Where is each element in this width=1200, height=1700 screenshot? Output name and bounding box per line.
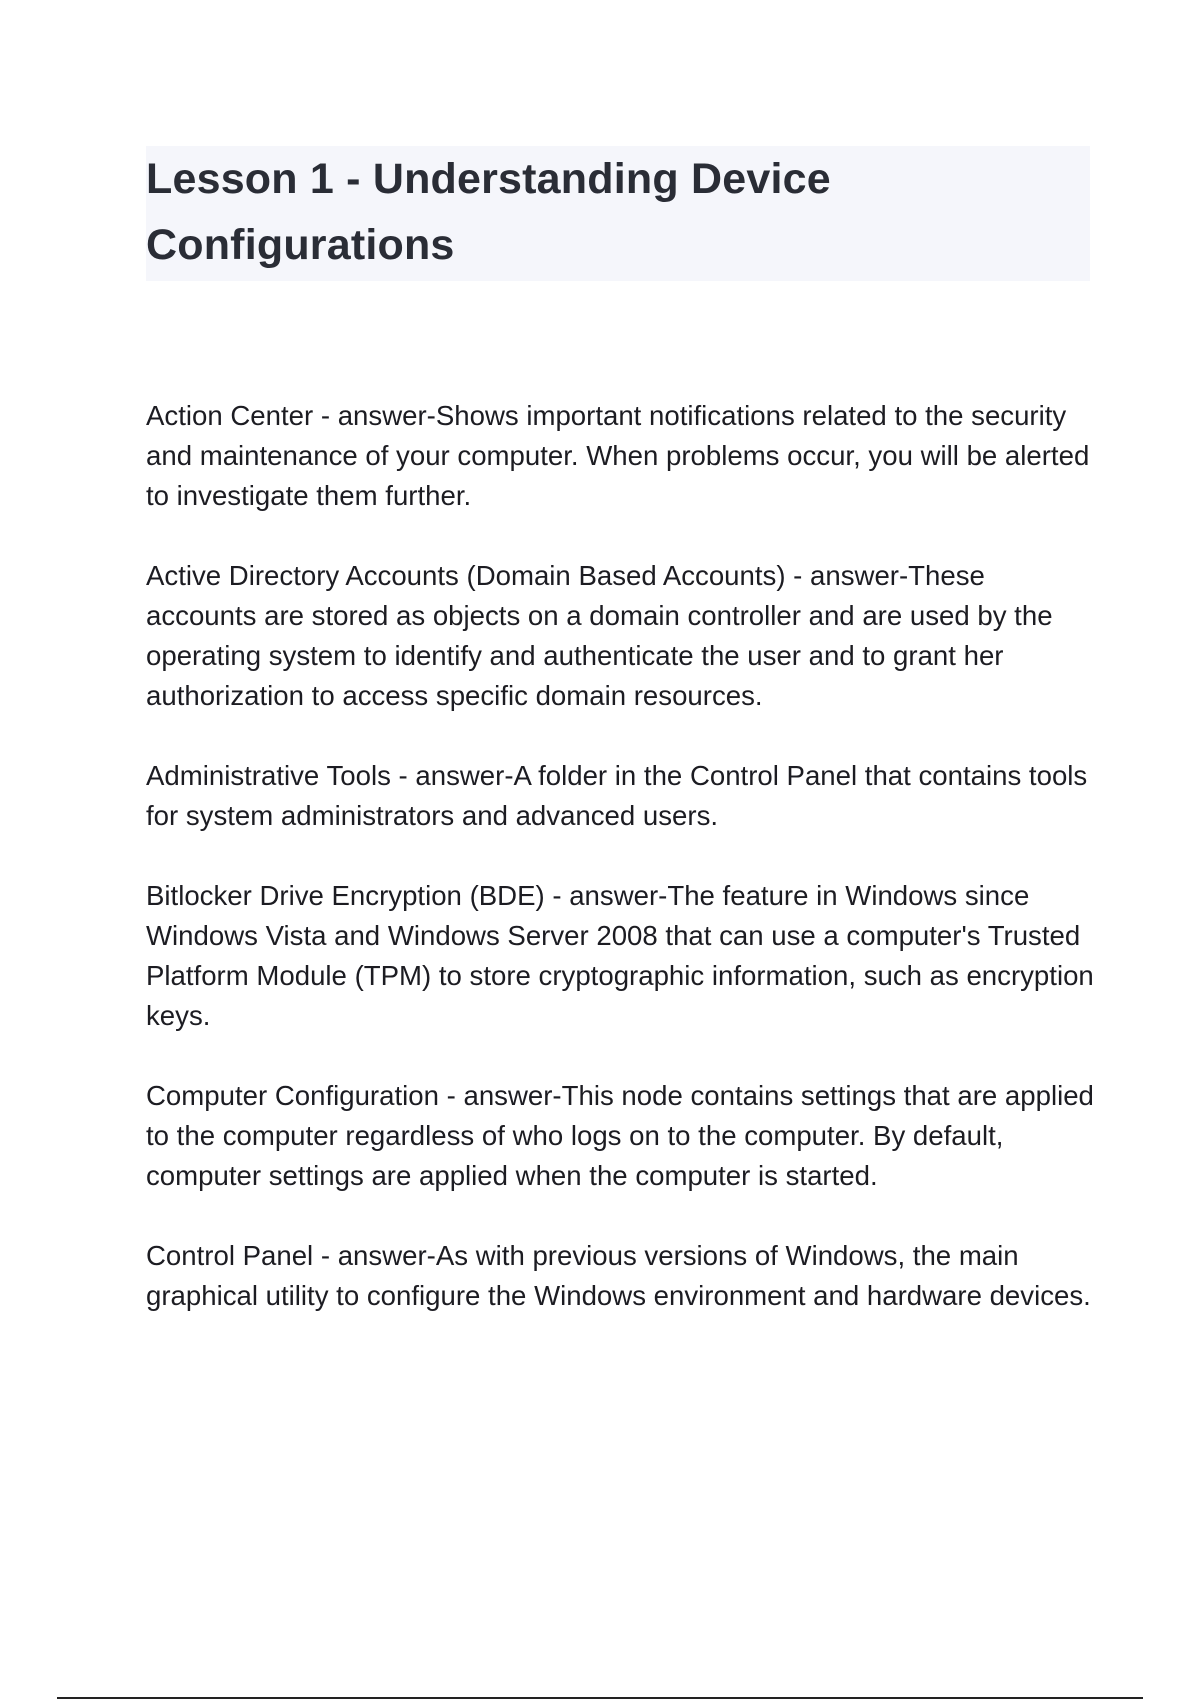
entry-administrative-tools: Administrative Tools - answer-A folder in the Control Panel that contains tools for system administrators and advanced users. [146,760,1088,831]
entry-control-panel: Control Panel - answer-As with previous versions of Windows, the main graphical utility to configure the Windows environment and hardware devices. [146,1240,1091,1311]
entry-action-center: Action Center - answer-Shows important notifications related to the security and maintenance of your computer. When problems occur, you will be alerted to investigate them further. [146,400,1090,511]
title-banner [146,146,1090,281]
flashcard-list [146,396,1096,1356]
entry-computer-configuration: Computer Configuration - answer-This node contains settings that are applied to the computer regardless of who logs on to the computer. By default, computer settings are applied when the computer is started. [146,1080,1094,1191]
page-title: Lesson 1 - Understanding Device Configurations [146,155,831,269]
footer-divider [57,1697,1143,1699]
entry-active-directory-accounts: Active Directory Accounts (Domain Based Accounts) - answer-These accounts are stored as objects on a domain controller and are used by the operating system to identify and authenticate the user and to grant her authorization to access specific domain resources. [146,560,1053,711]
entry-bitlocker-drive-encryption: Bitlocker Drive Encryption (BDE) - answer-The feature in Windows since Windows Vista and Windows Server 2008 that can use a computer's Trusted Platform Module (TPM) to store cryptographic information, such as encryption keys. [146,880,1094,1031]
